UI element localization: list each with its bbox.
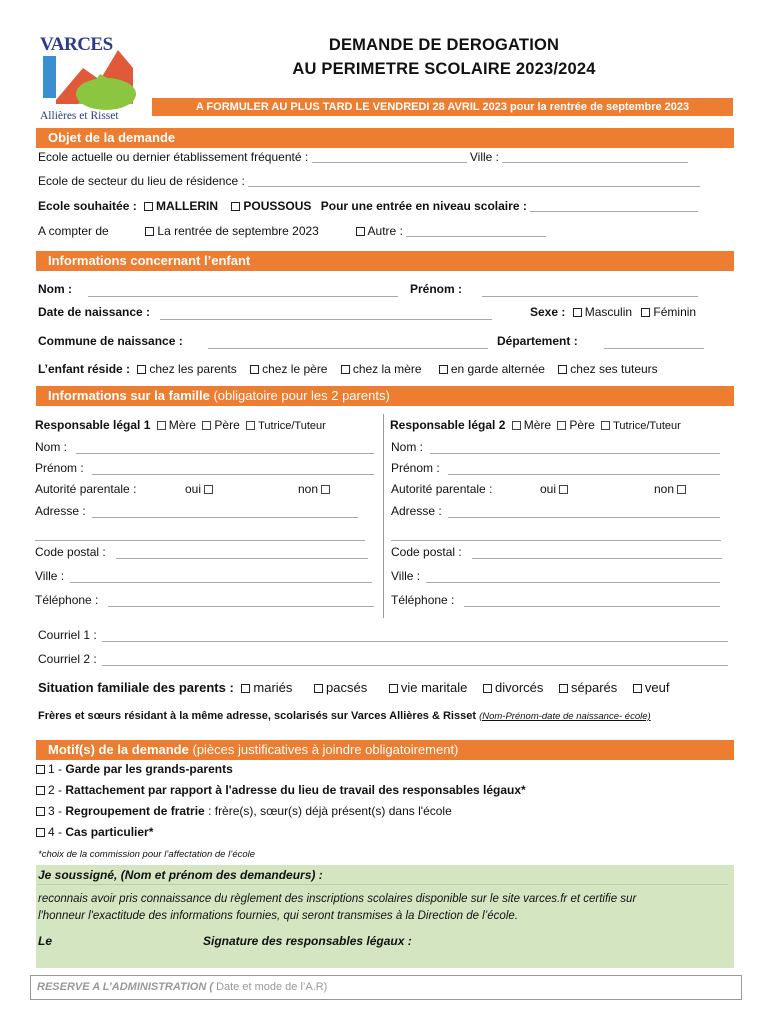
resp1-non-checkbox[interactable] bbox=[321, 485, 330, 494]
reside-pere-checkbox[interactable] bbox=[250, 365, 259, 374]
mallerin-label: MALLERIN bbox=[156, 199, 219, 213]
freres-row bbox=[38, 710, 651, 722]
section-motifs-header: Motif(s) de la demande (pièces justificatives à joindre obligatoirement) bbox=[36, 740, 734, 760]
reside-garde-label: en garde alternée bbox=[450, 362, 545, 376]
soussigne-field[interactable] bbox=[38, 870, 728, 885]
motif-3-label: Regroupement de fratrie bbox=[65, 804, 205, 818]
ville-field[interactable] bbox=[502, 162, 688, 163]
resp1-ville-field[interactable] bbox=[70, 569, 372, 583]
resp2-adresse-field-2[interactable] bbox=[391, 527, 721, 541]
motif-2-checkbox[interactable] bbox=[36, 786, 45, 795]
resp1-oui-label: oui bbox=[185, 482, 202, 496]
resp1-tuteur-checkbox[interactable] bbox=[246, 421, 255, 430]
deadline-banner: A FORMULER AU PLUS TARD LE VENDREDI 28 AVRIL 2023 pour la rentrée de septembre 2023 bbox=[152, 98, 733, 116]
reside-mere-label: chez la mère bbox=[352, 362, 422, 376]
resp2-non-label: non bbox=[654, 482, 675, 496]
nom-enfant-label: Nom : bbox=[38, 282, 72, 296]
date-le-label: Le bbox=[38, 934, 53, 948]
signature-label: Signature des responsables légaux : bbox=[203, 934, 412, 948]
feminin-label: Féminin bbox=[653, 305, 697, 319]
ecole-souhaitee-label: Ecole souhaitée : bbox=[38, 199, 137, 213]
autre-checkbox[interactable] bbox=[356, 227, 365, 236]
resp1-nom-label: Nom : bbox=[35, 440, 68, 454]
rentree-label: La rentrée de septembre 2023 bbox=[157, 224, 319, 238]
title-line-1: DEMANDE DE DEROGATION bbox=[328, 36, 560, 54]
resp1-prenom-field[interactable] bbox=[92, 461, 374, 475]
resp2-nom-label: Nom : bbox=[391, 440, 424, 454]
divorces-checkbox[interactable] bbox=[483, 684, 492, 693]
resp1-oui bbox=[185, 482, 216, 496]
ecole-souhaitee-row bbox=[38, 199, 698, 213]
resp2-adresse-field[interactable] bbox=[448, 504, 720, 518]
motif-3-checkbox[interactable] bbox=[36, 807, 45, 816]
admin-box bbox=[30, 975, 742, 1000]
resp1-oui-checkbox[interactable] bbox=[204, 485, 213, 494]
ecole-secteur-label: Ecole de secteur du lieu de résidence : bbox=[38, 174, 245, 188]
motif-4 bbox=[36, 825, 153, 839]
motif-2-label: Rattachement par rapport à l'adresse du lieu de travail des responsables légaux* bbox=[65, 783, 526, 797]
resp2-mere-label: Mère bbox=[523, 418, 552, 432]
commune-label: Commune de naissance : bbox=[38, 334, 183, 348]
resp2-oui-label: oui bbox=[540, 482, 557, 496]
prenom-enfant-label: Prénom : bbox=[410, 282, 463, 296]
autre-label: Autre : bbox=[367, 224, 403, 238]
veuf-label: veuf bbox=[644, 680, 670, 695]
vie-maritale-label: vie maritale bbox=[400, 680, 468, 695]
prenom-enfant-field[interactable] bbox=[482, 283, 698, 297]
resp2-tel-label: Téléphone : bbox=[391, 593, 455, 607]
reside-tuteurs-label: chez ses tuteurs bbox=[570, 362, 658, 376]
freres-label: Frères et sœurs résidant à la même adresse, scolarisés sur Varces Allières & Risset bbox=[38, 710, 477, 722]
nom-enfant-field[interactable] bbox=[88, 283, 398, 297]
ecole-actuelle-field[interactable] bbox=[312, 162, 467, 163]
motif-2-num: 2 - bbox=[48, 783, 63, 797]
motif-1-num: 1 - bbox=[48, 762, 63, 776]
resp2-oui-checkbox[interactable] bbox=[559, 485, 568, 494]
vie-maritale-checkbox[interactable] bbox=[389, 684, 398, 693]
resp2-pere-checkbox[interactable] bbox=[557, 421, 566, 430]
resp1-adresse-field-2[interactable] bbox=[35, 527, 365, 541]
mallerin-checkbox[interactable] bbox=[144, 202, 153, 211]
motifs-header-note: (pièces justificatives à joindre obligatoirement) bbox=[192, 742, 459, 757]
courriel2-label: Courriel 2 : bbox=[38, 652, 97, 666]
reside-label: L’enfant réside : bbox=[38, 362, 131, 376]
reside-row bbox=[38, 362, 658, 376]
reside-garde-checkbox[interactable] bbox=[439, 365, 448, 374]
resp1-label: Responsable légal 1 bbox=[35, 418, 151, 432]
poussous-checkbox[interactable] bbox=[231, 202, 240, 211]
resp2-adresse-label: Adresse : bbox=[391, 504, 442, 518]
niveau-field[interactable] bbox=[530, 211, 698, 212]
ecole-actuelle-row bbox=[38, 150, 688, 164]
motif-3 bbox=[36, 804, 452, 818]
resp1-mere-checkbox[interactable] bbox=[157, 421, 166, 430]
motif-2 bbox=[36, 783, 526, 797]
resp2-tuteur-checkbox[interactable] bbox=[601, 421, 610, 430]
divorces-label: divorcés bbox=[494, 680, 544, 695]
date-naissance-field[interactable] bbox=[160, 306, 492, 320]
section-famille-header: Informations sur la famille (obligatoire pour les 2 parents) bbox=[36, 386, 734, 406]
situation-label: Situation familiale des parents : bbox=[38, 680, 234, 695]
famille-header-note: (obligatoire pour les 2 parents) bbox=[213, 388, 390, 403]
motif-1 bbox=[36, 762, 233, 776]
attestation-line-2: l'honneur l'exactitude des informations fournies, qui seront transmises à la Direction de l’école. bbox=[38, 910, 518, 922]
resp2-cp-label: Code postal : bbox=[391, 545, 462, 559]
date-naissance-label: Date de naissance : bbox=[38, 305, 151, 319]
motif-4-num: 4 - bbox=[48, 825, 63, 839]
resp1-non-label: non bbox=[298, 482, 319, 496]
motif-3-detail: : frère(s), sœur(s) déjà présent(s) dans l'école bbox=[208, 804, 452, 818]
reside-pere-label: chez le père bbox=[262, 362, 328, 376]
masculin-label: Masculin bbox=[584, 305, 633, 319]
pacses-label: pacsés bbox=[326, 680, 368, 695]
poussous-label: POUSSOUS bbox=[243, 199, 312, 213]
resp2-non-checkbox[interactable] bbox=[677, 485, 686, 494]
section-objet-header: Objet de la demande bbox=[36, 128, 734, 148]
autre-date-field[interactable] bbox=[406, 236, 546, 237]
resp1-prenom-label: Prénom : bbox=[35, 461, 84, 475]
separes-checkbox[interactable] bbox=[559, 684, 568, 693]
resp1-mere-label: Mère bbox=[168, 418, 197, 432]
ecole-secteur-field[interactable] bbox=[248, 186, 700, 187]
reside-parents-checkbox[interactable] bbox=[137, 365, 146, 374]
sexe-row bbox=[530, 305, 696, 319]
resp1-ville-label: Ville : bbox=[35, 569, 65, 583]
resp1-pere-label: Père bbox=[214, 418, 240, 432]
resp2-ville-field[interactable] bbox=[426, 569, 720, 583]
varces-logo bbox=[38, 30, 138, 125]
ecole-secteur-row bbox=[38, 174, 700, 188]
motif-4-label: Cas particulier* bbox=[65, 825, 154, 839]
resp1-tel-label: Téléphone : bbox=[35, 593, 99, 607]
resp2-mere-checkbox[interactable] bbox=[512, 421, 521, 430]
resp1-tuteur-label: Tutrice/Tuteur bbox=[258, 420, 326, 432]
pacses-checkbox[interactable] bbox=[314, 684, 323, 693]
column-divider bbox=[383, 414, 384, 618]
commune-field[interactable] bbox=[208, 335, 488, 349]
resp2-cp-field[interactable] bbox=[472, 545, 722, 559]
resp2-non bbox=[654, 482, 689, 496]
resp2-autorite-label: Autorité parentale : bbox=[391, 482, 493, 496]
sexe-label: Sexe : bbox=[530, 305, 566, 319]
reside-parents-label: chez les parents bbox=[149, 362, 237, 376]
soussigne-label: Je soussigné, (Nom et prénom des demandeurs) : bbox=[38, 868, 323, 882]
a-compter-row bbox=[38, 224, 546, 238]
section-enfant-header: Informations concernant l’enfant bbox=[36, 251, 734, 271]
resp1-adresse-field[interactable] bbox=[92, 504, 358, 518]
resp1-non bbox=[298, 482, 333, 496]
courriel2-field[interactable] bbox=[102, 652, 728, 666]
resp2-prenom-field[interactable] bbox=[448, 461, 720, 475]
resp1-cp-label: Code postal : bbox=[35, 545, 106, 559]
motif-4-checkbox[interactable] bbox=[36, 828, 45, 837]
departement-label: Département : bbox=[497, 334, 578, 348]
niveau-label: Pour une entrée en niveau scolaire : bbox=[320, 199, 527, 213]
logo-subtitle: Allières et Risset bbox=[40, 110, 119, 122]
resp1-cp-field[interactable] bbox=[116, 545, 368, 559]
departement-field[interactable] bbox=[604, 335, 704, 349]
motifs-note: *choix de la commission pour l’affectation de l’école bbox=[38, 849, 256, 860]
a-compter-label: A compter de bbox=[38, 224, 109, 238]
reside-tuteurs-checkbox[interactable] bbox=[558, 365, 567, 374]
resp1-tel-field[interactable] bbox=[108, 593, 374, 607]
attestation-line-1: reconnais avoir pris connaissance du règlement des inscriptions scolaires disponible sur le site varces.fr et certifie sur bbox=[38, 893, 637, 905]
reside-mere-checkbox[interactable] bbox=[341, 365, 350, 374]
logo-name: VARCES bbox=[40, 34, 113, 55]
masculin-checkbox[interactable] bbox=[573, 308, 582, 317]
resp2-tel-field[interactable] bbox=[464, 593, 720, 607]
resp1-nom-field[interactable] bbox=[76, 440, 374, 454]
courriel1-field[interactable] bbox=[102, 628, 728, 642]
resp2-prenom-label: Prénom : bbox=[391, 461, 440, 475]
ville-label: Ville : bbox=[469, 150, 499, 164]
resp2-ville-label: Ville : bbox=[391, 569, 421, 583]
freres-note: (Nom-Prénom-date de naissance- école) bbox=[479, 711, 651, 722]
situation-row bbox=[38, 680, 669, 695]
resp1-header bbox=[35, 418, 326, 432]
courriel1-label: Courriel 1 : bbox=[38, 628, 97, 642]
resp2-label: Responsable légal 2 bbox=[390, 418, 506, 432]
resp2-tuteur-label: Tutrice/Tuteur bbox=[613, 420, 681, 432]
resp1-autorite-label: Autorité parentale : bbox=[35, 482, 137, 496]
title-line-2: AU PERIMETRE SCOLAIRE 2023/2024 bbox=[292, 60, 596, 78]
veuf-checkbox[interactable] bbox=[633, 684, 642, 693]
separes-label: séparés bbox=[571, 680, 618, 695]
ecole-actuelle-label: Ecole actuelle ou dernier établissement fréquenté : bbox=[38, 150, 309, 164]
maries-checkbox[interactable] bbox=[241, 684, 250, 693]
resp1-pere-checkbox[interactable] bbox=[202, 421, 211, 430]
admin-note: Date et mode de l’A.R) bbox=[216, 981, 328, 993]
motif-1-checkbox[interactable] bbox=[36, 765, 45, 774]
resp2-oui bbox=[540, 482, 571, 496]
resp2-nom-field[interactable] bbox=[430, 440, 720, 454]
feminin-checkbox[interactable] bbox=[641, 308, 650, 317]
resp2-pere-label: Père bbox=[569, 418, 595, 432]
rentree-checkbox[interactable] bbox=[145, 227, 154, 236]
maries-label: mariés bbox=[253, 680, 293, 695]
admin-label: RESERVE A L’ADMINISTRATION ( bbox=[37, 981, 213, 993]
resp2-header bbox=[390, 418, 681, 432]
motif-3-num: 3 - bbox=[48, 804, 63, 818]
motif-1-label: Garde par les grands-parents bbox=[65, 762, 233, 776]
resp1-adresse-label: Adresse : bbox=[35, 504, 86, 518]
